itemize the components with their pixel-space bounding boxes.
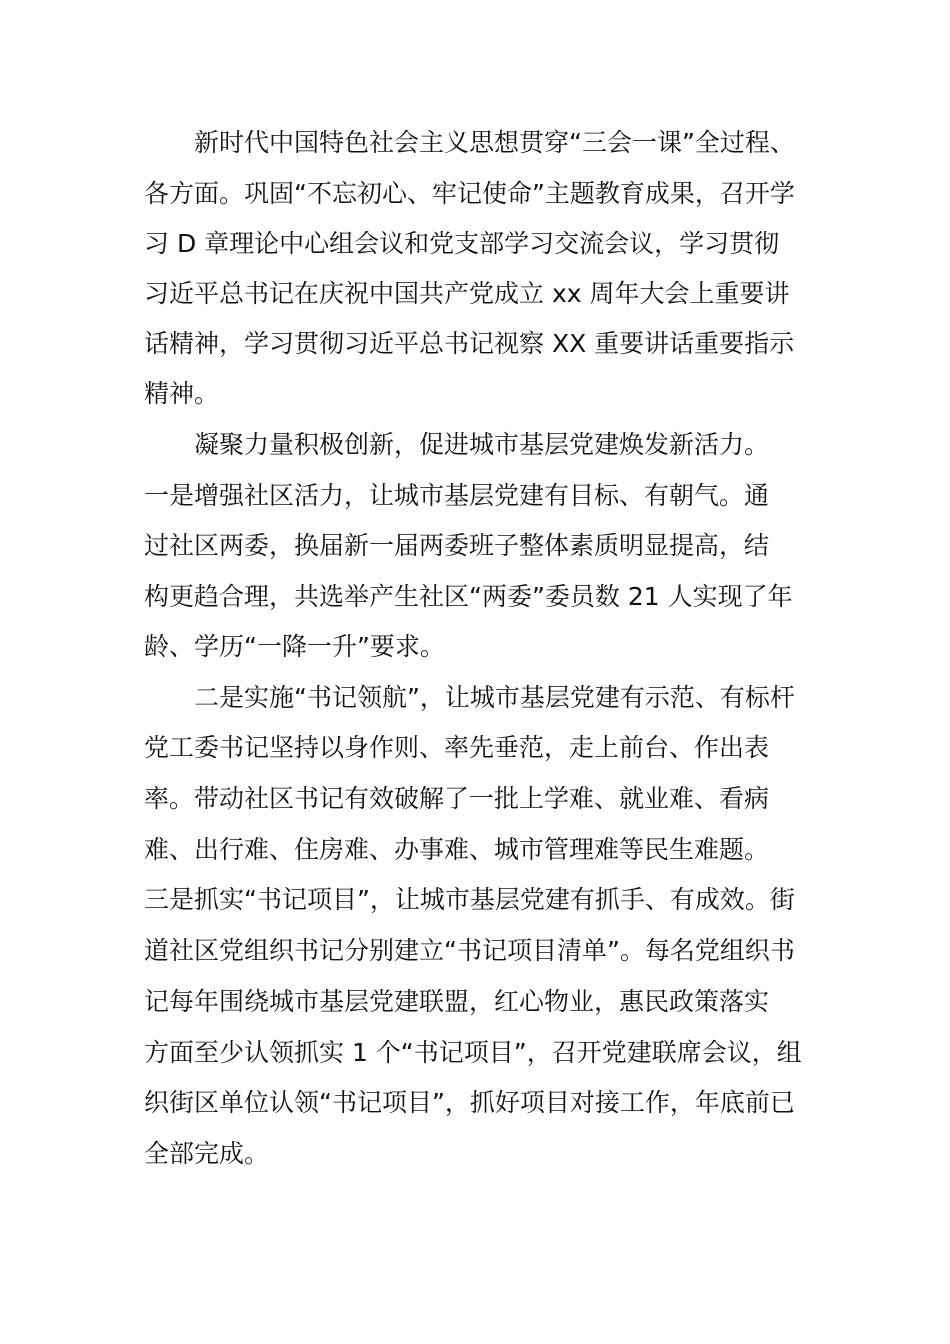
- text-line: 三是抓实“书记项目”，让城市基层党建有抓手、有成效。街: [144, 885, 795, 914]
- text-line: 一是增强社区活力，让城市基层党建有目标、有朝气。通: [144, 481, 770, 510]
- text-line: 习近平总书记在庆祝中国共产党成立 xx 周年大会上重要讲: [144, 279, 790, 308]
- text-line: 率。带动社区书记有效破解了一批上学难、就业难、看病: [144, 784, 770, 813]
- text-line: 新时代中国特色社会主义思想贯穿“三会一课”全过程、: [194, 128, 795, 157]
- text-line: 方面至少认领抓实 1 个“书记项目”，召开党建联席会议，组: [144, 1038, 802, 1067]
- text-line: 构更趋合理，共选举产生社区“两委”委员数 21 人实现了年: [144, 582, 793, 611]
- text-line: 龄、学历“一降一升”要求。: [144, 632, 445, 661]
- text-line: 记每年围绕城市基层党建联盟，红心物业，惠民政策落实: [144, 987, 770, 1016]
- text-line: 各方面。巩固“不忘初心、牢记使命”主题教育成果，召开学: [144, 179, 795, 208]
- text-line: 凝聚力量积极创新，促进城市基层党建焕发新活力。: [194, 430, 770, 459]
- text-line: 难、出行难、住房难、办事难、城市管理难等民生难题。: [144, 835, 770, 864]
- text-line: 织街区单位认领“书记项目”，抓好项目对接工作，年底前已: [144, 1088, 795, 1117]
- text-line: 道社区党组织书记分别建立“书记项目清单”。每名党组织书: [144, 936, 795, 965]
- text-line: 二是实施“书记领航”，让城市基层党建有示范、有标杆: [194, 683, 795, 712]
- text-line: 过社区两委，换届新一届两委班子整体素质明显提高，结: [144, 531, 770, 560]
- text-line: 精神。: [144, 379, 220, 408]
- text-line: 党工委书记坚持以身作则、率先垂范，走上前台、作出表: [144, 733, 770, 762]
- text-line: 话精神，学习贯彻习近平总书记视察 XX 重要讲话重要指示: [144, 329, 795, 358]
- text-line: 全部完成。: [144, 1139, 270, 1168]
- text-line: 习 D 章理论中心组会议和党支部学习交流会议，学习贯彻: [144, 229, 780, 258]
